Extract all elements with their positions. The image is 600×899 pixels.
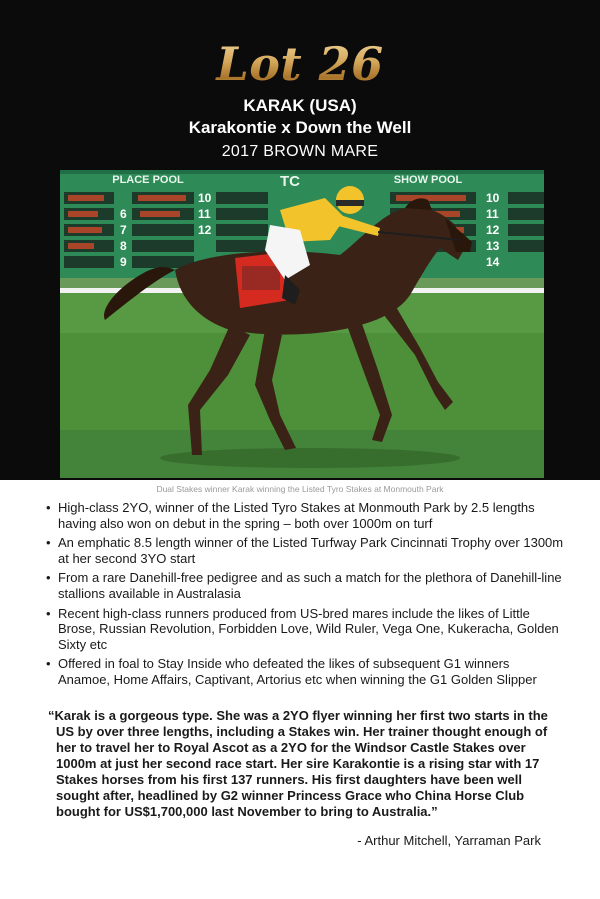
photo-caption: Dual Stakes winner Karak winning the Listed Tyro Stakes at Monmouth Park xyxy=(156,484,444,494)
list-item: • From a rare Danehill-free pedigree and as such a match for the plethora of Danehill-line stallions available in Australasia xyxy=(44,570,564,601)
pedigree: Karakontie x Down the Well xyxy=(188,118,412,137)
board-right-number: 11 xyxy=(486,207,499,221)
board-middle-label: TC xyxy=(280,173,300,190)
board-mid-number: 11 xyxy=(198,207,211,221)
board-right-number: 10 xyxy=(486,191,500,205)
list-item: • Offered in foal to Stay Inside who defeated the likes of subsequent G1 winners Anamoe, Home Affairs, Captivant, Artorius etc when winning the G1 Golden Slipper xyxy=(44,656,564,687)
list-item: • Recent high-class runners produced from US-bred mares include the likes of Little Brose, Russian Revolution, Forbidden Love, Wild Ruler, Vega One, Kukeracha, Golden Sixty etc xyxy=(44,606,564,653)
list-item: • High-class 2YO, winner of the Listed Tyro Stakes at Monmouth Park by 2.5 lengths having also won on debut in the spring – both over 1000m on turf xyxy=(44,500,564,531)
board-mid-number: 12 xyxy=(198,223,212,237)
board-left-number: 8 xyxy=(120,239,127,253)
board-left-number: 7 xyxy=(120,223,127,237)
board-right-number: 13 xyxy=(486,239,500,253)
lot-title: Lot 26 xyxy=(0,36,600,92)
board-left-number: 6 xyxy=(120,207,127,221)
board-left-number: 9 xyxy=(120,255,127,269)
race-photo xyxy=(60,170,544,478)
highlights-list xyxy=(44,500,564,692)
testimonial-quote xyxy=(48,708,568,820)
board-mid-number: 10 xyxy=(198,191,212,205)
board-left-label: PLACE POOL xyxy=(112,174,184,186)
horse-description: 2017 BROWN MARE xyxy=(221,143,379,160)
board-right-label: SHOW POOL xyxy=(393,174,463,186)
horse-name: KARAK (USA) xyxy=(243,96,357,115)
board-right-number: 14 xyxy=(486,255,500,269)
quote-text: “Karak is a gorgeous type. She was a 2YO flyer winning her first two starts in the US by over three lengths, including a Stakes win. Her trainer thought enough of her to travel her to Royal Ascot as a 2YO for the Windsor Castle Stakes over 1000m at just her second race start. Her sire Karakontie is a rising star with 17 Stakes horses from his first 137 runners. His first daughters have been well sought after, headlined by G2 winner Princess Grace who China Horse Club bought for US$1,700,000 last November to bring to Australia.” xyxy=(48,708,548,819)
quote-attribution: - Arthur Mitchell, Yarraman Park xyxy=(357,833,541,848)
board-right-number: 12 xyxy=(486,223,500,237)
list-item: • An emphatic 8.5 length winner of the Listed Turfway Park Cincinnati Trophy over 1300m at her second 3YO start xyxy=(44,535,564,566)
